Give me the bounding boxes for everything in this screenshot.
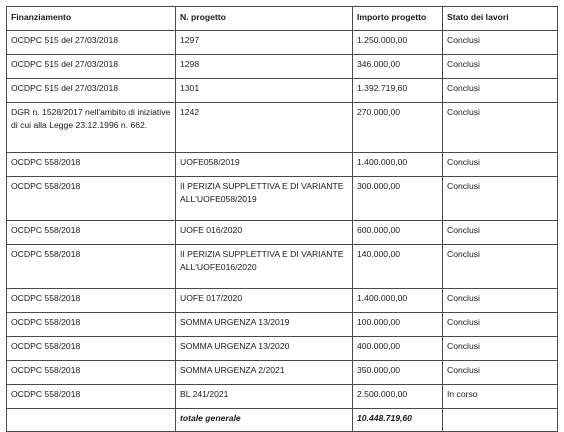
table-row: [7, 177, 558, 221]
cell-progetto: II PERIZIA SUPPLETTIVA E DI VARIANTE ALL'UOFE058/2019: [176, 177, 353, 221]
cell-finanziamento: OCDPC 558/2018: [7, 361, 176, 385]
cell-stato: Conclusi: [443, 361, 558, 385]
cell-importo: 300.000,00: [353, 177, 443, 221]
cell-importo: 1.392.719,60: [353, 79, 443, 103]
table-row: [7, 245, 558, 289]
cell-finanziamento: OCDPC 558/2018: [7, 289, 176, 313]
cell-stato: Conclusi: [443, 177, 558, 221]
table-row: [7, 55, 558, 79]
cell-importo: 1.400.000,00: [353, 289, 443, 313]
cell-finanziamento: OCDPC 558/2018: [7, 153, 176, 177]
cell-importo: 350.000,00: [353, 361, 443, 385]
table-row: [7, 153, 558, 177]
cell-progetto: 1298: [176, 55, 353, 79]
cell-importo: 270.000,00: [353, 103, 443, 153]
cell-progetto: UOFE 017/2020: [176, 289, 353, 313]
header-importo-progetto: Importo progetto: [353, 7, 443, 31]
cell-stato: Conclusi: [443, 289, 558, 313]
cell-stato: In corso: [443, 385, 558, 409]
table-row: [7, 31, 558, 55]
cell-importo: 600.000,00: [353, 221, 443, 245]
cell-stato: Conclusi: [443, 245, 558, 289]
cell-progetto: 1297: [176, 31, 353, 55]
cell-stato: Conclusi: [443, 153, 558, 177]
table-row: [7, 289, 558, 313]
table-row: [7, 103, 558, 153]
table-row: [7, 385, 558, 409]
cell-stato: Conclusi: [443, 103, 558, 153]
cell-finanziamento: OCDPC 558/2018: [7, 385, 176, 409]
cell-finanziamento: OCDPC 558/2018: [7, 221, 176, 245]
cell-finanziamento: OCDPC 558/2018: [7, 177, 176, 221]
table-row: [7, 337, 558, 361]
cell-importo: 1.250.000,00: [353, 31, 443, 55]
cell-finanziamento: DGR n. 1528/2017 nell'ambito di iniziative di cui alla Legge 23.12.1996 n. 662.: [7, 103, 176, 153]
cell-finanziamento: OCDPC 515 del 27/03/2018: [7, 79, 176, 103]
cell-stato: Conclusi: [443, 79, 558, 103]
cell-importo: 400.000,00: [353, 337, 443, 361]
cell-progetto: SOMMA URGENZA 2/2021: [176, 361, 353, 385]
total-value: 10.448.719,60: [353, 409, 443, 432]
total-label: totale generale: [176, 409, 353, 432]
cell-progetto: II PERIZIA SUPPLETTIVA E DI VARIANTE ALL'UOFE016/2020: [176, 245, 353, 289]
header-n-progetto: N. progetto: [176, 7, 353, 31]
table-row: [7, 313, 558, 337]
table-row: [7, 221, 558, 245]
cell-progetto: 1301: [176, 79, 353, 103]
total-row: [7, 409, 558, 432]
table-row: [7, 79, 558, 103]
cell-stato: Conclusi: [443, 221, 558, 245]
cell-stato: Conclusi: [443, 337, 558, 361]
cell-importo: 346.000,00: [353, 55, 443, 79]
cell-stato: Conclusi: [443, 31, 558, 55]
cell-stato: Conclusi: [443, 313, 558, 337]
cell-finanziamento: OCDPC 558/2018: [7, 245, 176, 289]
cell-progetto: UOFE 016/2020: [176, 221, 353, 245]
cell-progetto: SOMMA URGENZA 13/2020: [176, 337, 353, 361]
total-empty-cell: [443, 409, 558, 432]
cell-finanziamento: OCDPC 515 del 27/03/2018: [7, 55, 176, 79]
cell-progetto: 1242: [176, 103, 353, 153]
cell-stato: Conclusi: [443, 55, 558, 79]
header-stato-lavori: Stato dei lavori: [443, 7, 558, 31]
cell-importo: 2.500.000,00: [353, 385, 443, 409]
cell-importo: 140.000,00: [353, 245, 443, 289]
cell-progetto: SOMMA URGENZA 13/2019: [176, 313, 353, 337]
cell-finanziamento: OCDPC 558/2018: [7, 313, 176, 337]
cell-progetto: BL 241/2021: [176, 385, 353, 409]
header-finanziamento: Finanziamento: [7, 7, 176, 31]
table-row: [7, 361, 558, 385]
cell-importo: 1.400.000,00: [353, 153, 443, 177]
projects-table: [6, 6, 558, 432]
cell-importo: 100.000,00: [353, 313, 443, 337]
cell-finanziamento: OCDPC 558/2018: [7, 337, 176, 361]
total-empty-cell: [7, 409, 176, 432]
cell-progetto: UOFE058/2019: [176, 153, 353, 177]
cell-finanziamento: OCDPC 515 del 27/03/2018: [7, 31, 176, 55]
projects-table-container: [6, 6, 558, 432]
table-header-row: [7, 7, 558, 31]
